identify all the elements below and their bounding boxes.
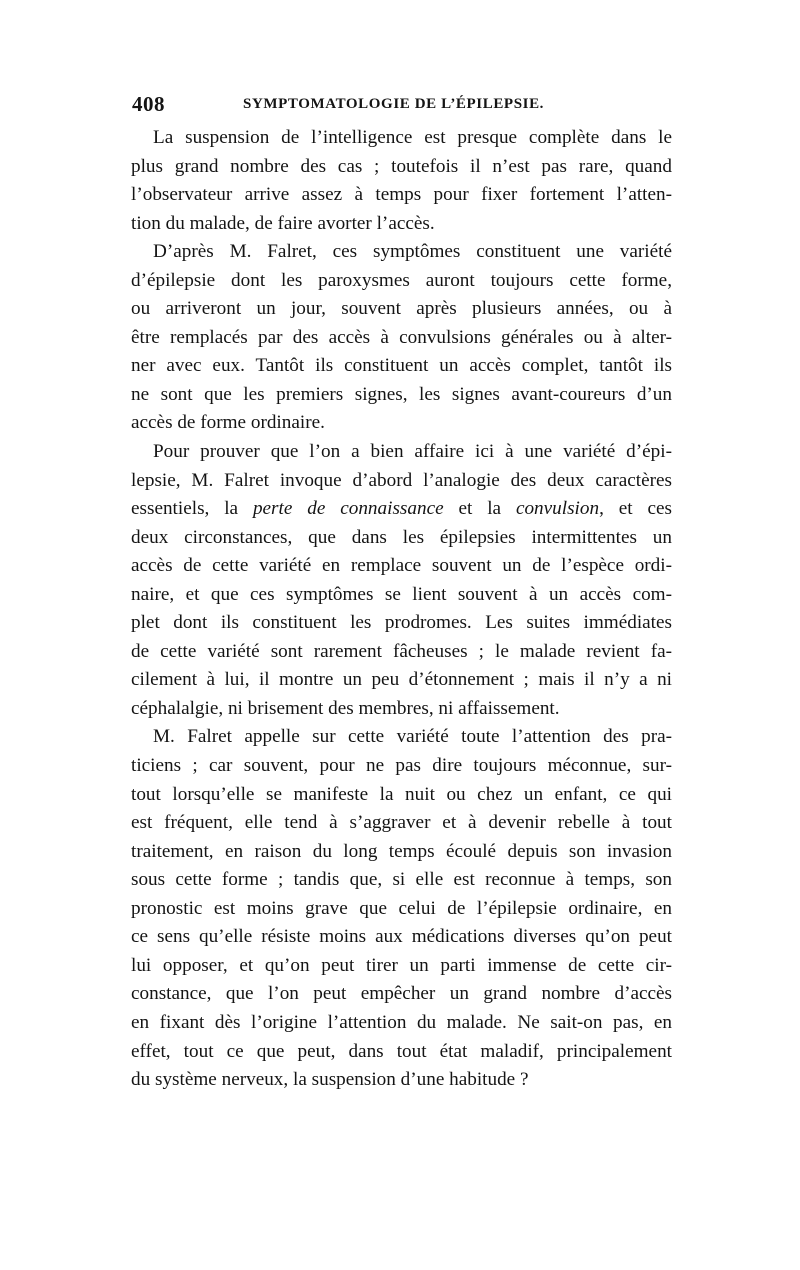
text-line: sous cette forme ; tandis que, si elle est reconnue à temps, son (131, 869, 672, 891)
text-line: ne sont que les premiers signes, les signes avant-coureurs d’un (131, 383, 672, 405)
text-line: être remplacés par des accès à convulsions générales ou à alter- (131, 326, 672, 348)
text-line: tion du malade, de faire avorter l’accès. (131, 212, 435, 234)
text-line: accès de cette variété en remplace souvent un de l’espèce ordi- (131, 555, 672, 577)
text-line: effet, tout ce que peut, dans tout état maladif, principalement (131, 1040, 672, 1062)
text-line: ner avec eux. Tantôt ils constituent un accès complet, tantôt ils (131, 355, 672, 377)
text-line: du système nerveux, la suspension d’une habitude ? (131, 1069, 529, 1091)
text-line: M. Falret appelle sur cette variété toute l’attention des pra- (153, 726, 672, 748)
text-line: cilement à lui, il montre un peu d’étonnement ; mais il n’y a ni (131, 669, 672, 691)
text-line: lepsie, M. Falret invoque d’abord l’analogie des deux caractères (131, 469, 672, 491)
text-line: est fréquent, elle tend à s’aggraver et à devenir rebelle à tout (131, 812, 672, 834)
text-line: plet dont ils constituent les prodromes. Les suites immédiates (131, 612, 672, 634)
text-line: constance, que l’on peut empêcher un grand nombre d’accès (131, 983, 672, 1005)
page-header (132, 92, 672, 116)
text-line: naire, et que ces symptômes se lient souvent à un accès com- (131, 583, 672, 605)
paragraph-1 (131, 124, 672, 238)
paragraph-2 (131, 238, 672, 438)
paragraph-3 (131, 438, 672, 723)
text-line: D’après M. Falret, ces symptômes constituent une variété (153, 241, 672, 263)
italic-term-perte-de-connaissance: perte de connaissance (252, 498, 444, 520)
text-line: ou arriveront un jour, souvent après plusieurs années, ou à (131, 298, 672, 320)
text-segment: et la (443, 498, 516, 520)
text-segment: , et ces (599, 498, 672, 520)
page-number: 408 (132, 92, 165, 116)
text-line: plus grand nombre des cas ; toutefois il n’est pas rare, quand (131, 155, 672, 177)
text-line: pronostic est moins grave que celui de l’épilepsie ordinaire, en (131, 897, 672, 919)
text-line: lui opposer, et qu’on peut tirer un parti immense de cette cir- (131, 954, 672, 976)
text-segment: essentiels, la (131, 498, 253, 520)
text-line: deux circonstances, que dans les épilepsies intermittentes un (131, 526, 672, 548)
body-text (131, 124, 672, 1095)
text-line: Pour prouver que l’on a bien affaire ici à une variété d’épi- (153, 441, 672, 463)
text-line: en fixant dès l’origine l’attention du malade. Ne sait-on pas, en (131, 1011, 672, 1033)
text-line: céphalalgie, ni brisement des membres, ni affaissement. (131, 697, 560, 719)
text-line: accès de forme ordinaire. (131, 412, 325, 434)
paragraph-4 (131, 723, 672, 1094)
text-line: ticiens ; car souvent, pour ne pas dire toujours méconnue, sur- (131, 755, 672, 777)
text-line: l’observateur arrive assez à temps pour fixer fortement l’atten- (131, 184, 672, 206)
text-line: traitement, en raison du long temps écoulé depuis son invasion (131, 840, 672, 862)
text-line-with-italics (131, 495, 672, 524)
text-line: de cette variété sont rarement fâcheuses ; le malade revient fa- (131, 640, 672, 662)
text-line: La suspension de l’intelligence est presque complète dans le (153, 127, 672, 148)
text-line: d’épilepsie dont les paroxysmes auront toujours cette forme, (131, 269, 672, 291)
text-line: ce sens qu’elle résiste moins aux médications diverses qu’on peut (131, 926, 672, 948)
text-line: tout lorsqu’elle se manifeste la nuit ou chez un enfant, ce qui (131, 783, 672, 805)
running-head: SYMPTOMATOLOGIE DE L’ÉPILEPSIE. (243, 96, 545, 112)
italic-term-convulsion: convulsion (515, 498, 600, 520)
